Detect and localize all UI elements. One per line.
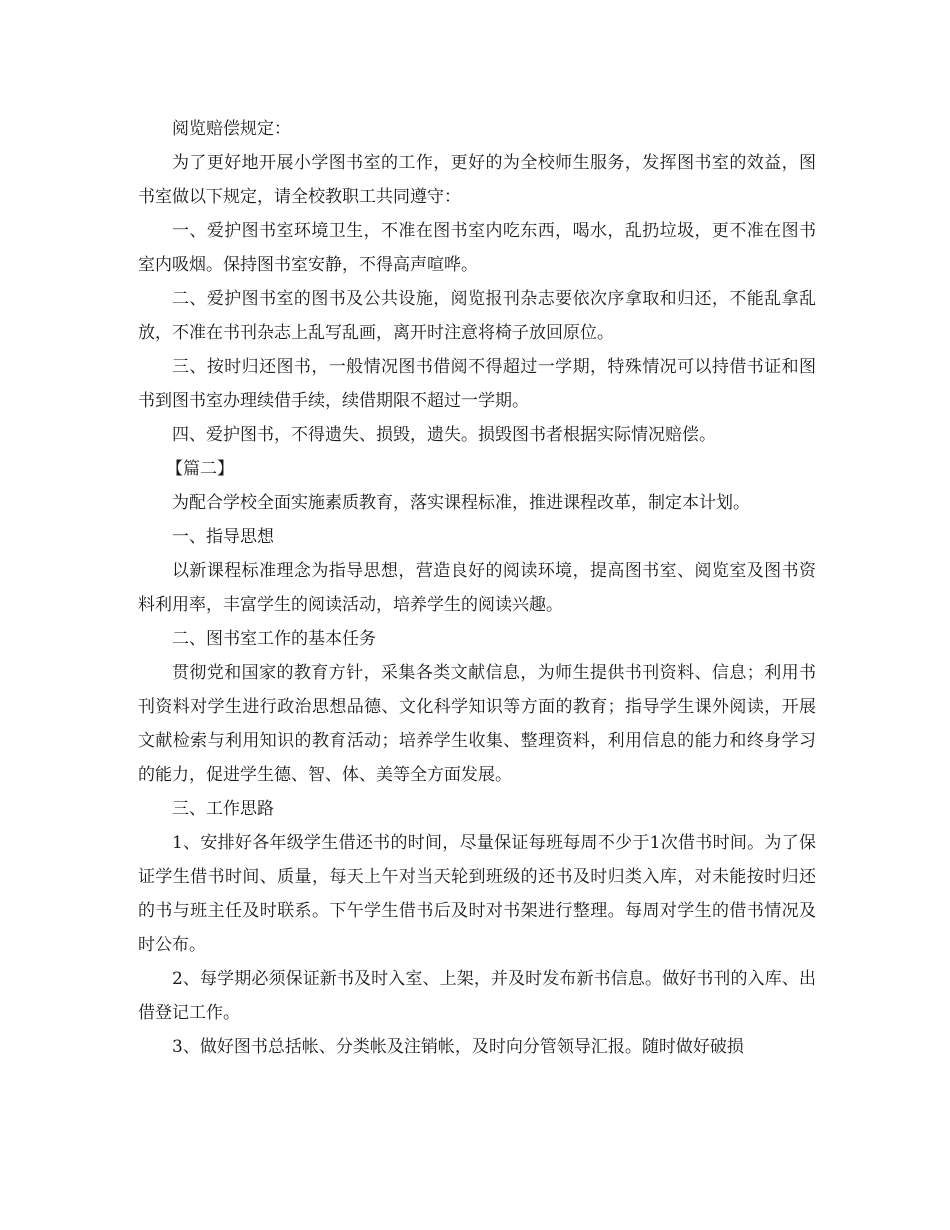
paragraph-approach-1: 1、安排好各年级学生借还书的时间，尽量保证每班每周不少于1次借书时间。为了保证学生借书时间、质量，每天上午对当天轮到班级的还书及时归类入库，对未能按时归还的书与班主任及时联系。下午学生借书后及时对书架进行整理。每周对学生的借书情况及时公布。 [138,833,816,955]
paragraph-plan-intro: 为配合学校全面实施素质教育，落实课程标准，推进课程改革，制定本计划。 [172,493,750,513]
paragraph-guiding-ideology: 以新课程标准理念为指导思想，营造良好的阅读环境，提高图书室、阅览室及图书资料利用率，丰富学生的阅读活动，培养学生的阅读兴趣。 [138,561,816,615]
section-title-compensation-rules: 阅览赔偿规定： [172,119,291,139]
paragraph-approach-2: 2、每学期必须保证新书及时入室、上架，并及时发布新书信息。做好书刊的入库、出借登记工作。 [138,969,816,1023]
document-body [138,112,816,1064]
paragraph-basic-tasks: 贯彻党和国家的教育方针，采集各类文献信息，为师生提供书刊资料、信息；利用书刊资料对学生进行政治思想品德、文化科学知识等方面的教育；指导学生课外阅读，开展文献检索与利用知识的教育活动；培养学生收集、整理资料，利用信息的能力和终身学习的能力，促进学生德、智、体、美等全方面发展。 [138,663,816,785]
paragraph-rule-2: 二、爱护图书室的图书及公共设施，阅览报刊杂志要依次序拿取和归还，不能乱拿乱放，不准在书刊杂志上乱写乱画，离开时注意将椅子放回原位。 [138,289,816,343]
section-heading-part-two: 【篇二】 [166,459,234,479]
paragraph-rule-3: 三、按时归还图书，一般情况图书借阅不得超过一学期，特殊情况可以持借书证和图书到图书室办理续借手续，续借期限不超过一学期。 [138,357,816,411]
heading-basic-tasks: 二、图书室工作的基本任务 [172,629,376,649]
heading-guiding-ideology: 一、指导思想 [172,527,274,547]
paragraph-rule-1: 一、爱护图书室环境卫生，不准在图书室内吃东西，喝水，乱扔垃圾，更不准在图书室内吸烟。保持图书室安静，不得高声喧哗。 [138,221,816,275]
paragraph-rule-4: 四、爱护图书，不得遗失、损毁，遗失。损毁图书者根据实际情况赔偿。 [172,425,716,445]
heading-work-approach: 三、工作思路 [172,799,274,819]
paragraph-approach-3: 3、做好图书总括帐、分类帐及注销帐，及时向分管领导汇报。随时做好破损 [172,1037,744,1057]
paragraph-intro: 为了更好地开展小学图书室的工作，更好的为全校师生服务，发挥图书室的效益，图书室做以下规定，请全校教职工共同遵守： [138,153,816,207]
